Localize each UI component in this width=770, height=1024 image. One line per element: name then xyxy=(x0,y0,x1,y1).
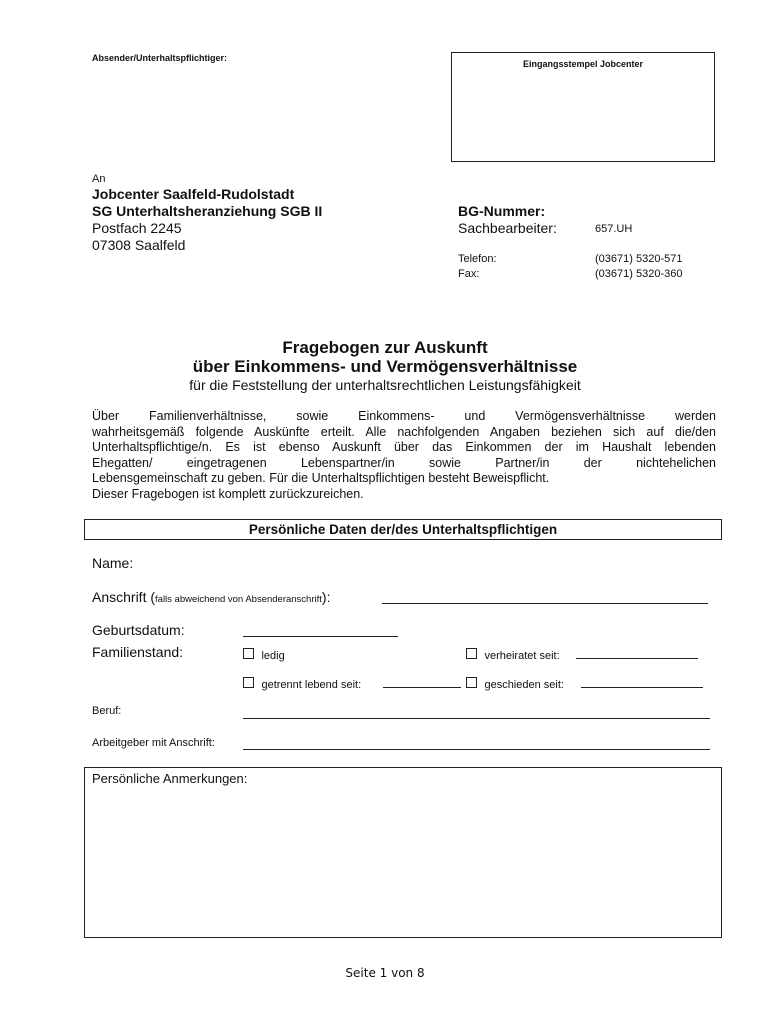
recipient-line3: Postfach 2245 xyxy=(92,220,182,236)
married-since-field[interactable] xyxy=(576,658,698,659)
intro-line: Unterhaltspflichtige/n. Es ist ebenso Auskunft über das Einkommen der im Haushalt lebenden xyxy=(92,440,716,454)
intro-line: Lebensgemeinschaft zu geben. Für die Unterhaltspflichtigen besteht Beweispflicht. xyxy=(92,471,550,485)
address-close: ): xyxy=(321,589,331,605)
intro-line: wahrheitsgemäß folgende Auskünfte erteilt. Alle nachfolgenden Angaben beziehen sich auf die/den xyxy=(92,424,716,439)
single-label: ledig xyxy=(261,650,285,662)
remarks-label: Persönliche Anmerkungen: xyxy=(92,771,248,786)
stamp-box xyxy=(451,52,715,162)
fax-value: (03671) 5320-360 xyxy=(595,268,683,280)
form-title-line1: Fragebogen zur Auskunft xyxy=(282,338,488,357)
form-subtitle: für die Feststellung der unterhaltsrechtlichen Leistungsfähigkeit xyxy=(189,377,581,393)
remarks-box[interactable] xyxy=(84,767,722,938)
phone-label: Telefon: xyxy=(458,253,497,265)
intro-paragraph xyxy=(92,409,716,502)
intro-line: Dieser Fragebogen ist komplett zurückzureichen. xyxy=(92,486,364,501)
job-label: Beruf: xyxy=(92,705,122,717)
case-worker-label: Sachbearbeiter: xyxy=(458,220,557,236)
birthdate-field[interactable] xyxy=(243,636,398,637)
marital-status-label: Familienstand: xyxy=(92,644,184,660)
name-label: Name: xyxy=(92,555,134,571)
intro-line: Ehegatten/ eingetragenen Lebenspartner/in sowie Partner/in der nichtehelichen xyxy=(92,455,716,470)
fax-label: Fax: xyxy=(458,268,480,280)
option-divorced[interactable] xyxy=(466,675,564,693)
employer-field[interactable] xyxy=(243,749,710,750)
separated-checkbox[interactable] xyxy=(243,677,254,688)
form-title-line2: über Einkommens- und Vermögensverhältnisse xyxy=(192,357,578,376)
divorced-label: geschieden seit: xyxy=(484,679,564,691)
phone-value: (03671) 5320-571 xyxy=(595,253,683,265)
recipient-line2: SG Unterhaltsheranziehung SGB II xyxy=(92,203,323,219)
address-label: Anschrift ( xyxy=(92,589,156,605)
recipient-line1: Jobcenter Saalfeld-Rudolstadt xyxy=(92,186,295,202)
birthdate-label: Geburtsdatum: xyxy=(92,622,185,638)
case-worker-value: 657.UH xyxy=(595,223,633,235)
option-separated[interactable] xyxy=(243,675,361,693)
recipient-line4: 07308 Saalfeld xyxy=(92,237,186,253)
stamp-label: Eingangsstempel Jobcenter xyxy=(522,59,644,69)
section-title: Persönliche Daten der/des Unterhaltspflichtigen xyxy=(84,519,722,540)
address-field[interactable] xyxy=(382,603,708,604)
married-label: verheiratet seit: xyxy=(484,650,560,662)
divorced-checkbox[interactable] xyxy=(466,677,477,688)
sender-label: Absender/Unterhaltspflichtiger: xyxy=(92,53,228,63)
separated-since-field[interactable] xyxy=(383,687,461,688)
separated-label: getrennt lebend seit: xyxy=(261,679,362,691)
married-checkbox[interactable] xyxy=(466,648,477,659)
page-number: Seite 1 von 8 xyxy=(345,966,425,980)
single-checkbox[interactable] xyxy=(243,648,254,659)
divorced-since-field[interactable] xyxy=(581,687,703,688)
address-label-group xyxy=(92,589,330,607)
address-note: falls abweichend von Absenderanschrift xyxy=(155,594,322,605)
employer-label: Arbeitgeber mit Anschrift: xyxy=(92,737,215,749)
intro-line: Über Familienverhältnisse, sowie Einkommens- und Vermögensverhältnisse werden xyxy=(92,409,716,423)
bg-number-label: BG-Nummer: xyxy=(458,203,546,219)
option-single[interactable] xyxy=(243,646,285,664)
option-married[interactable] xyxy=(466,646,560,664)
recipient-an: An xyxy=(92,173,106,185)
job-field[interactable] xyxy=(243,718,710,719)
